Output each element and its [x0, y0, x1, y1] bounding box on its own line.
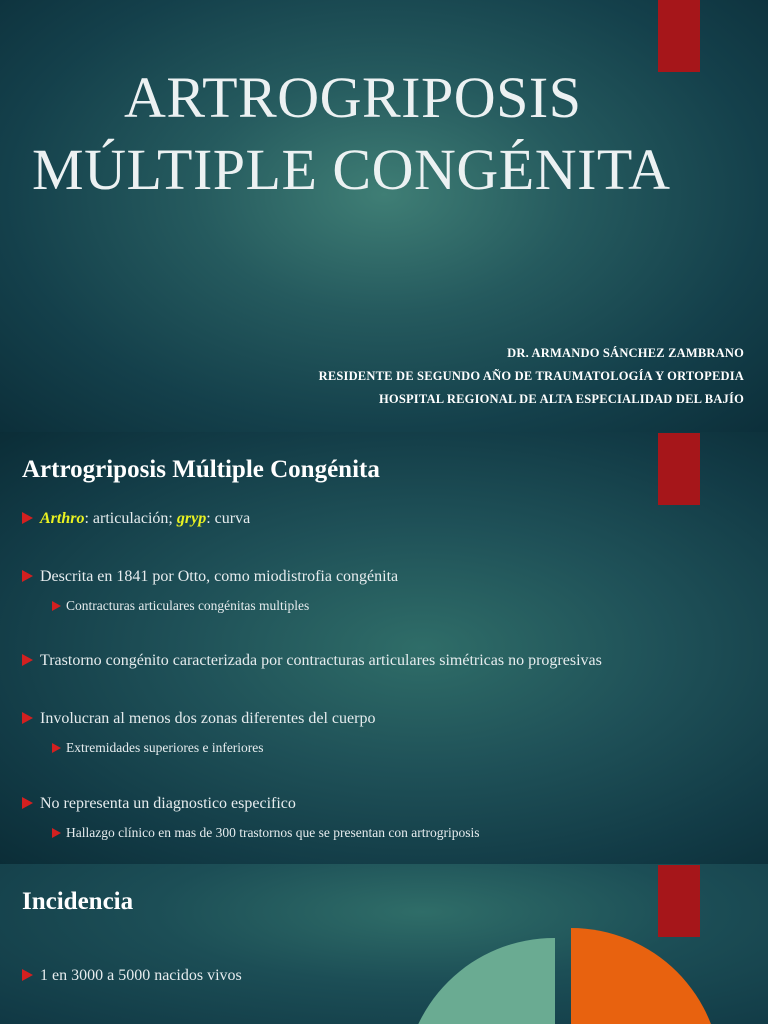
bullet-arrow-icon	[22, 570, 33, 582]
pie-slice-green	[404, 938, 555, 1024]
title-slide	[0, 0, 768, 432]
bullet-text: No representa un diagnostico especifico	[40, 795, 296, 812]
author-hospital: HOSPITAL REGIONAL DE ALTA ESPECIALIDAD DEL BAJÍO	[378, 392, 744, 406]
bullet-text: Involucran al menos dos zonas diferentes del cuerpo	[40, 710, 376, 727]
sub-bullet-text: Hallazgo clínico en mas de 300 trastornos que se presentan con artrogriposis	[66, 825, 480, 840]
sub-bullet-diagnosis	[52, 825, 480, 841]
term-arthro-meaning: : articulación;	[84, 510, 177, 527]
red-accent-tab	[658, 433, 700, 505]
bullet-text: Descrita en 1841 por Otto, como miodistrofia congénita	[40, 568, 399, 585]
slide-heading: Incidencia	[22, 888, 134, 915]
term-gryp-meaning: : curva	[206, 510, 251, 527]
sub-bullet-text: Contracturas articulares congénitas multiples	[66, 598, 310, 613]
bullet-arrow-icon	[52, 828, 61, 838]
title-line-1: ARTROGRIPOSIS	[124, 65, 582, 130]
pie-slice-orange	[571, 928, 721, 1024]
author-role: RESIDENTE DE SEGUNDO AÑO DE TRAUMATOLOGÍA Y ORTOPEDIA	[318, 369, 744, 383]
slide-title	[32, 62, 672, 206]
term-arthro: Arthro	[40, 510, 85, 527]
bullet-arrow-icon	[22, 654, 33, 666]
bullet-description	[22, 652, 602, 670]
bullet-etymology	[22, 510, 250, 528]
sub-bullet-text: Extremidades superiores e inferiores	[66, 740, 264, 755]
bullet-arrow-icon	[52, 743, 61, 753]
incidence-slide	[0, 864, 768, 1024]
bullet-arrow-icon	[22, 797, 33, 809]
sub-bullet-zones	[52, 740, 264, 756]
author-block	[319, 342, 744, 411]
bullet-zones	[22, 710, 375, 728]
pie-chart	[400, 926, 740, 1024]
definition-slide	[0, 432, 768, 864]
bullet-text: 1 en 3000 a 5000 nacidos vivos	[40, 967, 242, 984]
term-gryp: gryp	[176, 510, 207, 527]
bullet-text: Trastorno congénito caracterizada por contracturas articulares simétricas no progresivas	[40, 652, 602, 669]
author-name: DR. ARMANDO SÁNCHEZ ZAMBRANO	[507, 346, 744, 360]
slide-heading: Artrogriposis Múltiple Congénita	[22, 456, 380, 483]
bullet-history	[22, 568, 398, 586]
bullet-incidence	[22, 967, 242, 985]
title-line-2: MÚLTIPLE CONGÉNITA	[32, 137, 671, 202]
bullet-arrow-icon	[22, 969, 33, 981]
sub-bullet-history	[52, 598, 309, 614]
bullet-diagnosis	[22, 795, 296, 813]
bullet-arrow-icon	[52, 601, 61, 611]
bullet-arrow-icon	[22, 712, 33, 724]
bullet-arrow-icon	[22, 512, 33, 524]
